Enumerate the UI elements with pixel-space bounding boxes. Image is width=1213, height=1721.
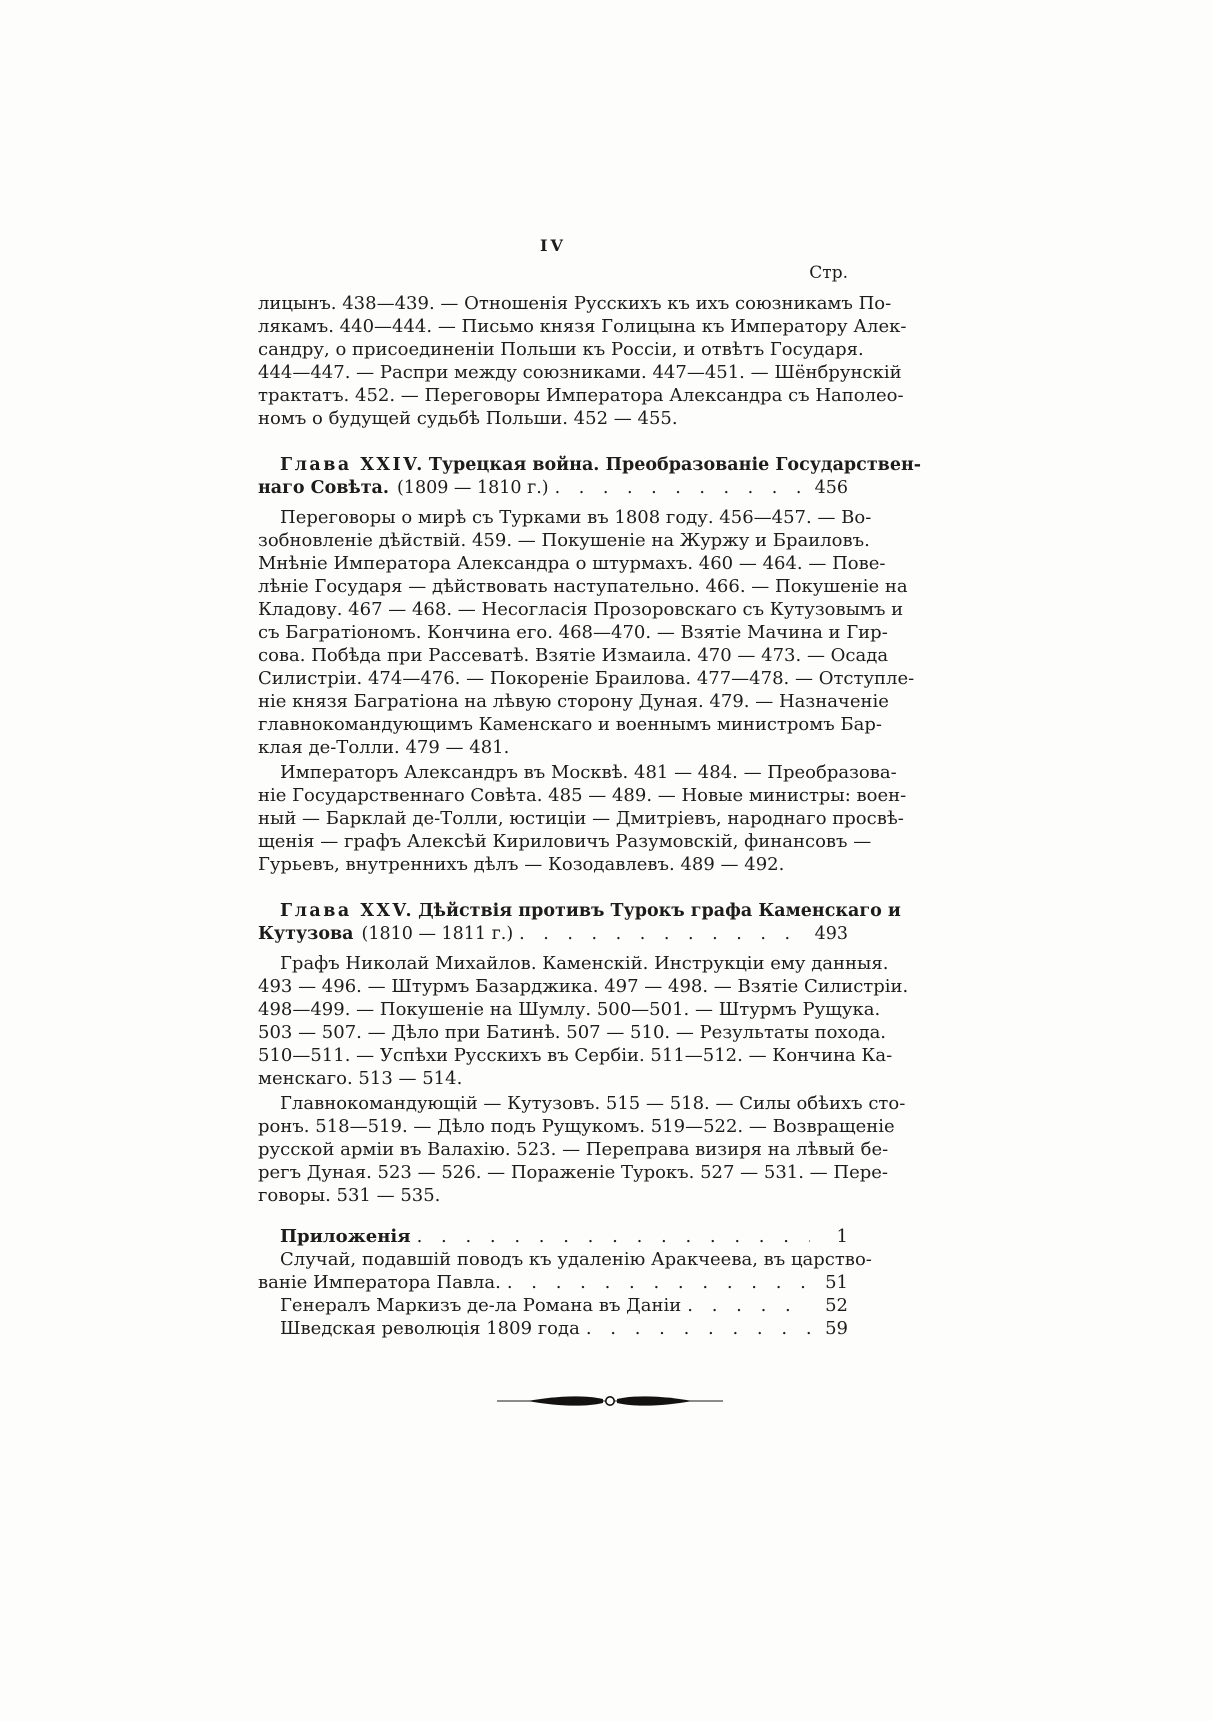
toc-line: клая де-Толли. 479 — 481.: [258, 737, 510, 758]
appendix-entry-2-text: Генералъ Маркизъ де-ла Романа въ Даніи: [280, 1295, 682, 1316]
chapter-24-title-continuation: наго Совѣта.: [258, 478, 389, 498]
appendix-entry-1-page-number: 51: [825, 1272, 848, 1293]
toc-line: щенія — графъ Алексѣй Кириловичъ Разумовскій, финансовъ —: [258, 831, 872, 852]
dot-leader: [519, 923, 808, 946]
appendix-entry-2-page-number: 52: [825, 1295, 848, 1316]
toc-line: съ Багратіономъ. Кончина его. 468—470. — Взятіе Мачина и Гир-: [258, 622, 888, 643]
tailpiece-ornament-graphic: [495, 1390, 725, 1412]
chapter-24-heading-line1: [258, 454, 922, 477]
dot-leader: [507, 1271, 810, 1294]
toc-line: ный — Барклай де-Толли, юстиціи — Дмитріевъ, народнаго просвѣ-: [258, 808, 904, 829]
toc-line: Силистріи. 474—476. — Покореніе Браилова. 477—478. — Отступле-: [258, 668, 915, 689]
chapter-25-summary-paragraph-2: [258, 1092, 906, 1207]
toc-line: Главнокомандующій — Кутузовъ. 515 — 518. — Силы обѣихъ сто-: [280, 1093, 906, 1114]
toc-line: лицынъ. 438—439. — Отношенія Русскихъ къ ихъ союзникамъ По-: [258, 293, 892, 314]
page-number-folio: IV: [540, 236, 566, 255]
toc-line: 493 — 496. — Штурмъ Базарджика. 497 — 498. — Взятіе Силистріи.: [258, 976, 909, 997]
dot-leader: [586, 1317, 810, 1340]
appendix-title-page-number: 1: [836, 1226, 848, 1247]
appendix-title-row: [258, 1225, 848, 1248]
toc-line: говоры. 531 — 535.: [258, 1185, 441, 1206]
chapter-24-summary-paragraph-1: [258, 506, 915, 759]
appendix-title: Приложенія: [280, 1226, 411, 1247]
chapter-24-page-number: 456: [814, 478, 848, 498]
appendix-entry-2: [258, 1294, 848, 1317]
toc-line: зобновленіе дѣйствій. 459. — Покушеніе на Журжу и Браиловъ.: [258, 530, 870, 551]
toc-line: главнокомандующимъ Каменскаго и военнымъ министромъ Бар-: [258, 714, 882, 735]
chapter-24-summary-paragraph-2: [258, 761, 907, 876]
appendix-entry-1-line1: Случай, подавшій поводъ къ удаленію Аракчеева, въ царство-: [280, 1249, 872, 1270]
toc-line: сова. Побѣда при Рассеватѣ. Взятіе Измаила. 470 — 473. — Осада: [258, 645, 889, 666]
dot-leader: [555, 477, 809, 500]
dot-leader: [687, 1294, 810, 1317]
toc-line: 510—511. — Успѣхи Русскихъ въ Сербіи. 511—512. — Кончина Ка-: [258, 1045, 893, 1066]
toc-line: ніе князя Багратіона на лѣвую сторону Дуная. 479. — Назначеніе: [258, 691, 889, 712]
toc-line: 444—447. — Распри между союзниками. 447—451. — Шёнбрунскій: [258, 362, 902, 383]
chapter-25-date-range: (1810 — 1811 г.): [361, 924, 514, 944]
chapter-25-page-number: 493: [814, 924, 848, 944]
appendix-section: [258, 1225, 872, 1340]
chapter-25-title: Дѣйствія противъ Турокъ графа Каменскаго и: [418, 901, 901, 921]
toc-line: 503 — 507. — Дѣло при Батинѣ. 507 — 510. — Результаты похода.: [258, 1022, 887, 1043]
chapter-24-date-range: (1809 — 1810 г.): [396, 478, 549, 498]
toc-text-block: [258, 236, 922, 1340]
toc-line: номъ о будущей судьбѣ Польши. 452 — 455.: [258, 408, 678, 429]
toc-line: Императоръ Александръ въ Москвѣ. 481 — 484. — Преобразова-: [280, 762, 897, 783]
toc-line: Мнѣніе Императора Александра о штурмахъ. 460 — 464. — Пове-: [258, 553, 886, 574]
chapter-24-label: Глава XXIV.: [280, 455, 425, 475]
appendix-entry-1-line2: [258, 1271, 848, 1294]
toc-line: Кладову. 467 — 468. — Несогласія Прозоровскаго съ Кутузовымъ и: [258, 599, 904, 620]
chapter-24-title: Турецкая война. Преобразованіе Государствен-: [428, 455, 922, 475]
chapter-25-label: Глава XXV.: [280, 901, 415, 921]
appendix-entry-3: [258, 1317, 848, 1340]
chapter-25-title-continuation: Кутузова: [258, 924, 354, 944]
tailpiece-ornament: [495, 1390, 725, 1412]
toc-line: менскаго. 513 — 514.: [258, 1068, 463, 1089]
toc-line: трактатъ. 452. — Переговоры Императора Александра съ Наполео-: [258, 385, 904, 406]
toc-line: лѣніе Государя — дѣйствовать наступательно. 466. — Покушеніе на: [258, 576, 908, 597]
chapter-24-heading: [258, 454, 922, 500]
chapter-24-heading-line2: [258, 477, 848, 500]
toc-line: Переговоры о мирѣ съ Турками въ 1808 году. 456—457. — Во-: [280, 507, 872, 528]
toc-line: ронъ. 518—519. — Дѣло подъ Рущукомъ. 519—522. — Возвращеніе: [258, 1116, 895, 1137]
toc-line: русской арміи въ Валахію. 523. — Переправа визиря на лѣвый бе-: [258, 1139, 889, 1160]
toc-line: регъ Дуная. 523 — 526. — Пораженіе Турокъ. 527 — 531. — Пере-: [258, 1162, 889, 1183]
chapter-25-heading-line1: [258, 900, 901, 923]
toc-line: 498—499. — Покушеніе на Шумлу. 500—501. — Штурмъ Рущука.: [258, 999, 881, 1020]
appendix-entry-3-text: Шведская революція 1809 года: [280, 1318, 580, 1339]
chapter-25-summary-paragraph-1: [258, 952, 909, 1090]
page-column-label: Стр.: [809, 263, 848, 283]
toc-line: лякамъ. 440—444. — Письмо князя Голицына къ Императору Алек-: [258, 316, 907, 337]
chapter-25-heading: [258, 900, 901, 946]
appendix-entry-1-text: ваніе Императора Павла.: [258, 1272, 501, 1293]
toc-line: Графъ Николай Михайлов. Каменскій. Инструкціи ему данныя.: [280, 953, 889, 974]
toc-line: Гурьевъ, внутреннихъ дѣлъ — Козодавлевъ. 489 — 492.: [258, 854, 785, 875]
toc-line: ніе Государственнаго Совѣта. 485 — 489. — Новые министры: воен-: [258, 785, 907, 806]
appendix-entry-3-page-number: 59: [825, 1318, 848, 1339]
toc-paragraph-continuation: [258, 292, 907, 430]
dot-leader: [417, 1225, 810, 1248]
toc-line: сандру, о присоединеніи Польши къ Россіи, и отвѣтъ Государя.: [258, 339, 864, 360]
chapter-25-heading-line2: [258, 923, 848, 946]
